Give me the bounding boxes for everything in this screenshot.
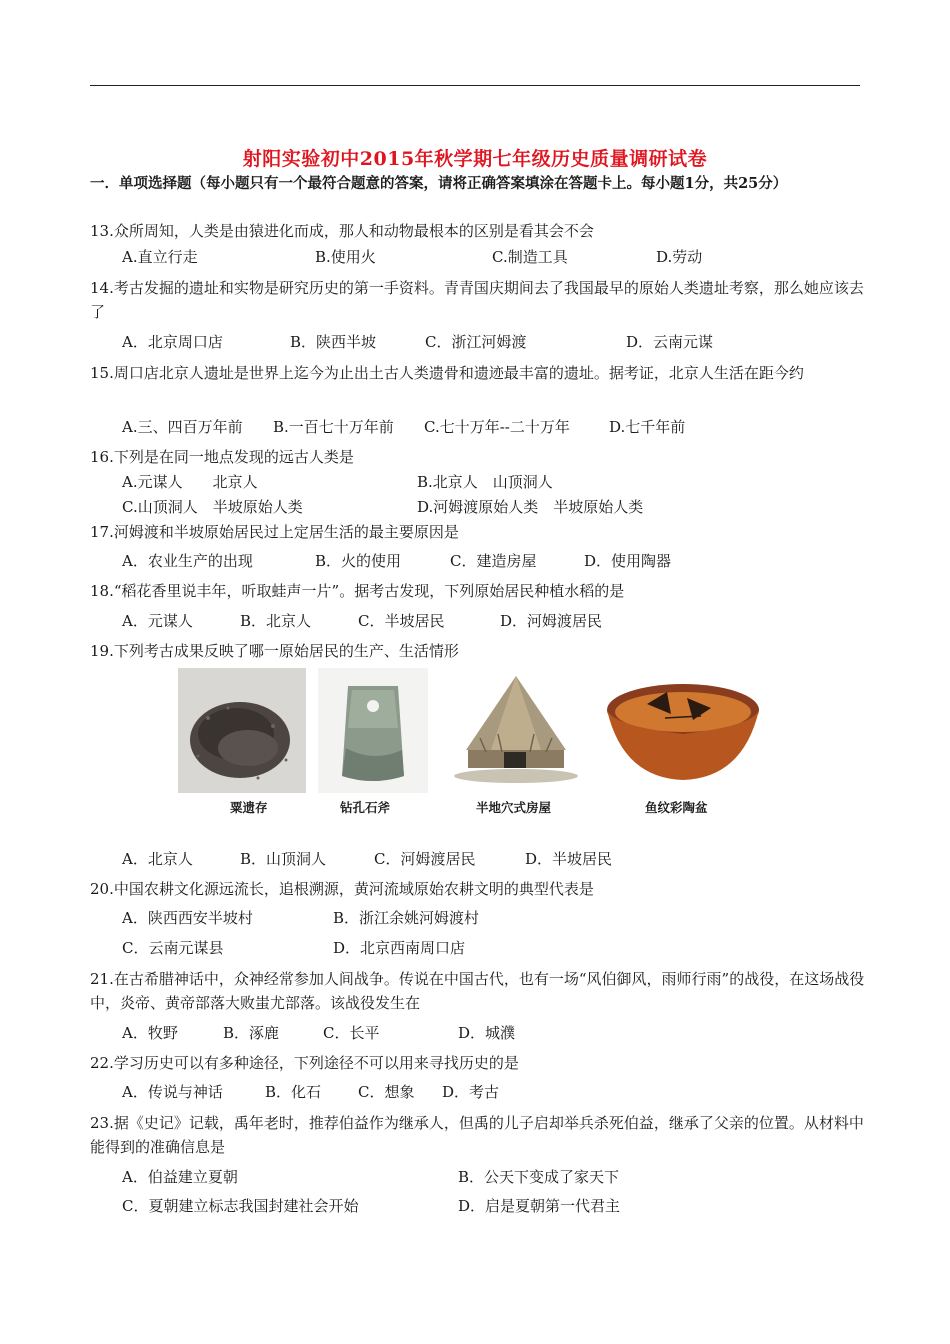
- q20-option-a: A．陕西西安半坡村: [122, 909, 253, 927]
- page-title: 射阳实验初中2015年秋学期七年级历史质量调研试卷: [242, 148, 708, 170]
- q21-option-b: B．涿鹿: [223, 1024, 280, 1042]
- q22-option-b: B．化石: [265, 1083, 322, 1101]
- q17-option-d: D．使用陶器: [584, 552, 672, 570]
- q19-option-c: C．河姆渡居民: [374, 850, 476, 868]
- question-19-stem: 19.下列考古成果反映了哪一原始居民的生产、生活情形: [90, 642, 459, 660]
- q23-option-d: D．启是夏朝第一代君主: [458, 1197, 621, 1215]
- q22-option-a: A．传说与神话: [122, 1083, 223, 1101]
- q14-option-b: B．陕西半坡: [290, 333, 377, 351]
- question-13-stem: 13.众所周知，人类是由猿进化而成，那人和动物最根本的区别是看其会不会: [90, 222, 594, 240]
- q16-option-a: A.元谋人 北京人: [122, 473, 258, 491]
- drilled-stone-axe-image: [318, 668, 428, 793]
- q17-option-b: B．火的使用: [315, 552, 402, 570]
- q16-option-c: C.山顶洞人 半坡原始人类: [122, 498, 303, 516]
- q20-option-b: B．浙江余姚河姆渡村: [333, 909, 480, 927]
- q19-option-a: A．北京人: [122, 850, 193, 868]
- semi-subterranean-house-image: [446, 668, 586, 793]
- q16-option-d: D.河姆渡原始人类 半坡原始人类: [417, 498, 644, 516]
- question-21-stem: 21.在古希腊神话中，众神经常参加人间战争。传说在中国古代，也有一场“风伯御风，雨师行雨”的战役，在这场战役中，炎帝、黄帝部落大败蚩尤部落。该战役发生在: [90, 970, 865, 1012]
- q21-option-d: D．城濮: [458, 1024, 516, 1042]
- caption-millet: 粟遗存: [230, 800, 268, 815]
- q15-option-a: A.三、四百万年前: [122, 418, 243, 436]
- caption-basin: 鱼纹彩陶盆: [645, 800, 708, 815]
- q23-option-b: B．公天下变成了家天下: [458, 1168, 620, 1186]
- q17-option-a: A．农业生产的出现: [122, 552, 253, 570]
- question-20-stem: 20.中国农耕文化源远流长，追根溯源，黄河流域原始农耕文明的典型代表是: [90, 880, 594, 898]
- q18-option-b: B．北京人: [240, 612, 312, 630]
- q19-option-d: D．半坡居民: [525, 850, 613, 868]
- question-17-stem: 17.河姆渡和半坡原始居民过上定居生活的最主要原因是: [90, 523, 459, 541]
- caption-stone-axe: 钻孔石斧: [340, 800, 391, 815]
- q22-option-d: D．考古: [442, 1083, 500, 1101]
- q15-option-d: D.七千年前: [609, 418, 686, 436]
- q23-option-c: C．夏朝建立标志我国封建社会开始: [122, 1197, 359, 1215]
- q15-option-c: C.七十万年--二十万年: [424, 418, 570, 436]
- q22-option-c: C．想象: [358, 1083, 415, 1101]
- question-15-stem: 15.周口店北京人遗址是世界上迄今为止出土古人类遗骨和遗迹最丰富的遗址。据考证，北京人生活在距今约: [90, 364, 804, 382]
- q18-option-c: C．半坡居民: [358, 612, 445, 630]
- section-heading: 一．单项选择题（每小题只有一个最符合题意的答案，请将正确答案填涂在答题卡上。每小题1分，共25分）: [90, 175, 788, 192]
- q13-option-c: C.制造工具: [492, 248, 568, 266]
- millet-remains-image: [178, 668, 306, 793]
- question-16-stem: 16.下列是在同一地点发现的远古人类是: [90, 448, 354, 466]
- q13-option-d: D.劳动: [656, 248, 703, 266]
- fish-pattern-painted-basin-image: [603, 668, 763, 793]
- q21-option-a: A．牧野: [122, 1024, 178, 1042]
- q23-option-a: A．伯益建立夏朝: [122, 1168, 238, 1186]
- q19-option-b: B．山顶洞人: [240, 850, 327, 868]
- caption-house: 半地穴式房屋: [476, 800, 552, 815]
- question-18-stem: 18.“稻花香里说丰年，听取蛙声一片”。据考古发现，下列原始居民种植水稻的是: [90, 582, 625, 600]
- q14-option-a: A．北京周口店: [122, 333, 223, 351]
- archaeology-photos: [178, 668, 778, 828]
- question-22-stem: 22.学习历史可以有多种途径，下列途径不可以用来寻找历史的是: [90, 1054, 519, 1072]
- q14-option-c: C．浙江河姆渡: [425, 333, 527, 351]
- q15-option-b: B.一百七十万年前: [273, 418, 394, 436]
- q21-option-c: C．长平: [323, 1024, 380, 1042]
- q14-option-d: D．云南元谋: [626, 333, 714, 351]
- q18-option-d: D．河姆渡居民: [500, 612, 603, 630]
- header-rule: [90, 85, 860, 86]
- question-14-stem: 14.考古发掘的遗址和实物是研究历史的第一手资料。青青国庆期间去了我国最早的原始人类遗址考察，那么她应该去了: [90, 279, 864, 321]
- q17-option-c: C．建造房屋: [450, 552, 537, 570]
- q13-option-b: B.使用火: [315, 248, 376, 266]
- q20-option-c: C．云南元谋县: [122, 939, 224, 957]
- q16-option-b: B.北京人 山顶洞人: [417, 473, 553, 491]
- q13-option-a: A.直立行走: [122, 248, 198, 266]
- q20-option-d: D．北京西南周口店: [333, 939, 466, 957]
- question-23-stem: 23.据《史记》记载，禹年老时，推荐伯益作为继承人，但禹的儿子启却举兵杀死伯益，继承了父亲的位置。从材料中能得到的准确信息是: [90, 1114, 864, 1156]
- q18-option-a: A．元谋人: [122, 612, 193, 630]
